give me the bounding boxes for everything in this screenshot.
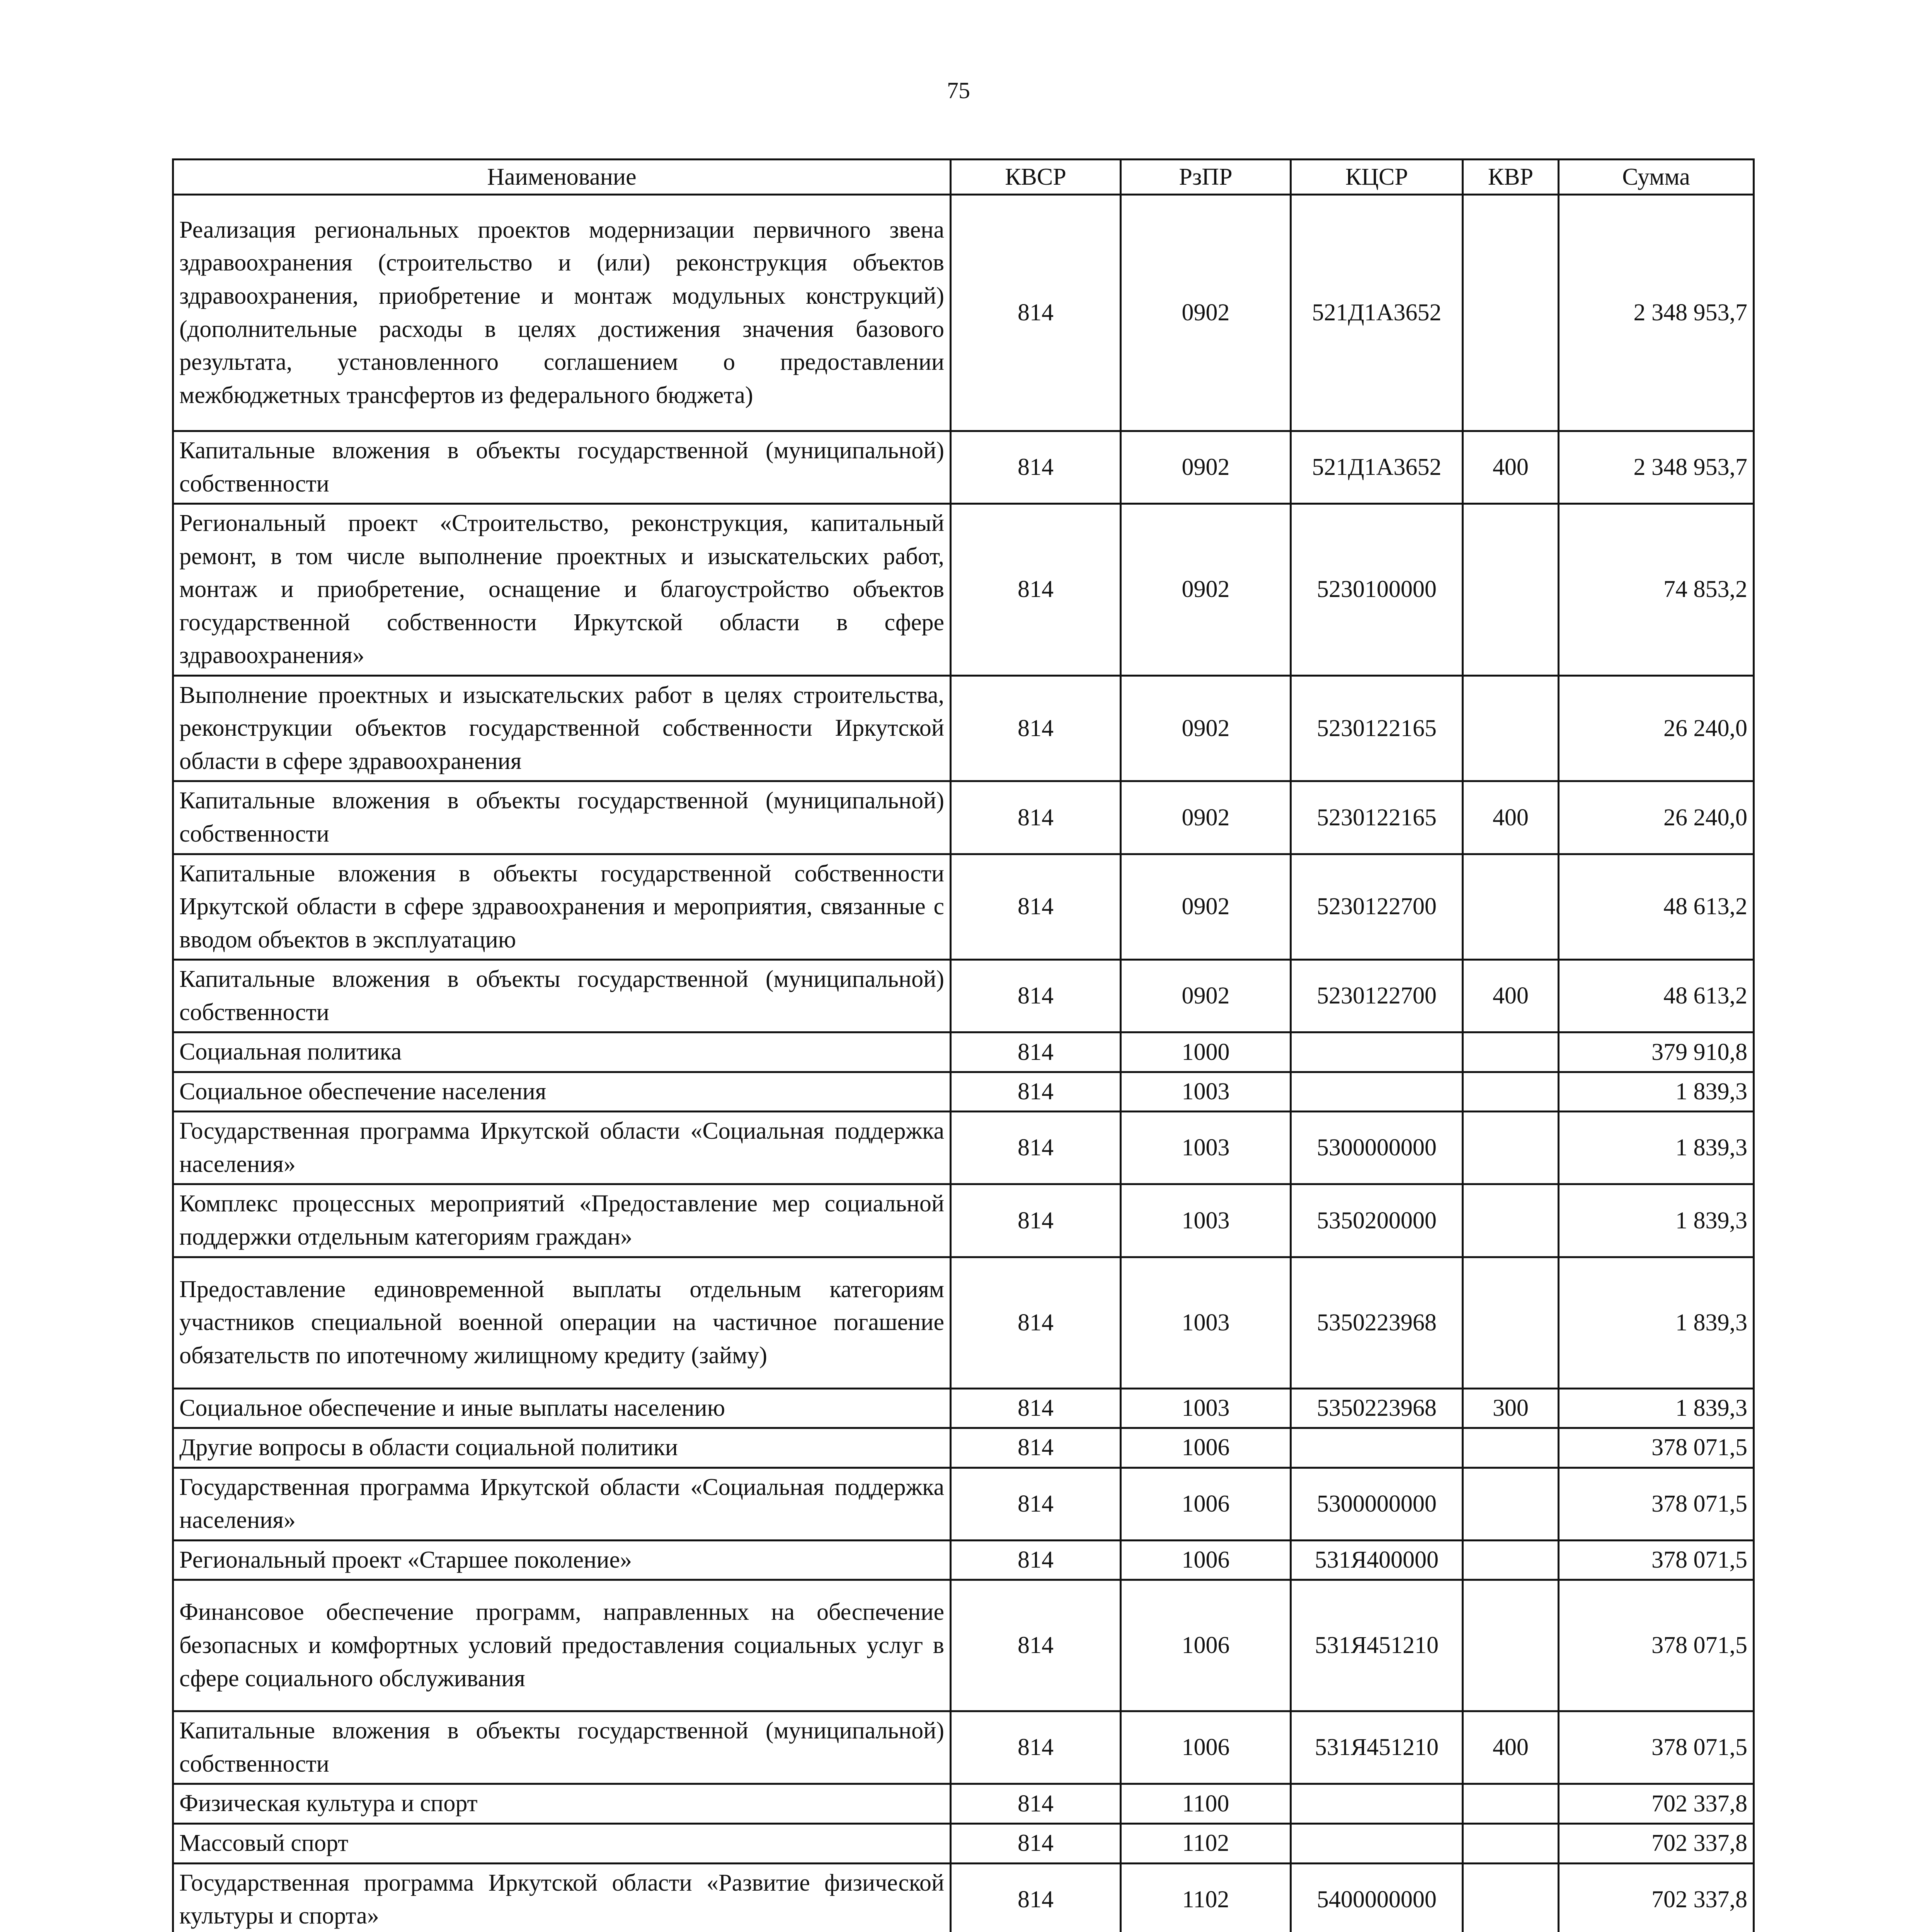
row-name: Капитальные вложения в объекты государственной (муниципальной) собственности — [173, 431, 951, 504]
row-kvr: 400 — [1463, 960, 1559, 1032]
row-kcsr: 5300000000 — [1291, 1112, 1463, 1184]
header-rzpr: РзПР — [1121, 160, 1291, 195]
row-name: Массовый спорт — [173, 1823, 951, 1863]
row-kcsr — [1291, 1823, 1463, 1863]
row-kvsr: 814 — [951, 1540, 1121, 1580]
row-rzpr: 1006 — [1121, 1540, 1291, 1580]
row-sum: 2 348 953,7 — [1559, 431, 1754, 504]
row-rzpr: 1003 — [1121, 1388, 1291, 1428]
row-kvr — [1463, 1540, 1559, 1580]
row-kcsr: 5230100000 — [1291, 504, 1463, 676]
row-kvr: 400 — [1463, 1711, 1559, 1784]
row-kvsr: 814 — [951, 1711, 1121, 1784]
row-kcsr: 5230122165 — [1291, 781, 1463, 854]
table-row — [173, 1863, 1754, 1932]
row-kvsr: 814 — [951, 854, 1121, 960]
header-kcsr: КЦСР — [1291, 160, 1463, 195]
row-rzpr: 1100 — [1121, 1784, 1291, 1824]
table-row — [173, 1711, 1754, 1784]
row-kcsr: 521Д1А3652 — [1291, 195, 1463, 431]
row-kvr: 400 — [1463, 781, 1559, 854]
row-sum: 26 240,0 — [1559, 675, 1754, 781]
row-sum: 48 613,2 — [1559, 854, 1754, 960]
row-name: Капитальные вложения в объекты государственной (муниципальной) собственности — [173, 1711, 951, 1784]
row-kcsr — [1291, 1072, 1463, 1112]
row-name: Государственная программа Иркутской области «Развитие физической культуры и спорта» — [173, 1863, 951, 1932]
row-kcsr: 521Д1А3652 — [1291, 431, 1463, 504]
row-rzpr: 0902 — [1121, 675, 1291, 781]
row-kvr — [1463, 195, 1559, 431]
row-kvsr: 814 — [951, 1428, 1121, 1468]
row-name: Социальная политика — [173, 1032, 951, 1072]
budget-table — [172, 158, 1755, 1932]
row-rzpr: 0902 — [1121, 195, 1291, 431]
row-kvsr: 814 — [951, 1257, 1121, 1388]
row-kvsr: 814 — [951, 1580, 1121, 1711]
table-row — [173, 1072, 1754, 1112]
row-sum: 74 853,2 — [1559, 504, 1754, 676]
row-sum: 1 839,3 — [1559, 1184, 1754, 1257]
table-row — [173, 1823, 1754, 1863]
row-rzpr: 1000 — [1121, 1032, 1291, 1072]
table-row — [173, 1032, 1754, 1072]
row-name: Реализация региональных проектов модернизации первичного звена здравоохранения (строительство и (или) реконструкция объектов здравоохранения, приобретение и монтаж модульных конструкций) (дополнительные расходы в целях достижения значения базового результата, установленного соглашением о предоставлении межбюджетных трансфертов из федерального бюджета) — [173, 195, 951, 431]
header-sum: Сумма — [1559, 160, 1754, 195]
row-rzpr: 1102 — [1121, 1823, 1291, 1863]
table-row — [173, 675, 1754, 781]
table-row — [173, 1428, 1754, 1468]
row-kvr — [1463, 1863, 1559, 1932]
row-rzpr: 1003 — [1121, 1184, 1291, 1257]
row-name: Государственная программа Иркутской области «Социальная поддержка населения» — [173, 1112, 951, 1184]
row-sum: 2 348 953,7 — [1559, 195, 1754, 431]
row-kvr — [1463, 854, 1559, 960]
row-rzpr: 1006 — [1121, 1580, 1291, 1711]
table-row — [173, 781, 1754, 854]
table-row — [173, 1580, 1754, 1711]
row-kvr — [1463, 1112, 1559, 1184]
row-sum: 379 910,8 — [1559, 1032, 1754, 1072]
row-kvsr: 814 — [951, 675, 1121, 781]
row-rzpr: 0902 — [1121, 504, 1291, 676]
row-kcsr: 5300000000 — [1291, 1468, 1463, 1540]
table-row — [173, 1112, 1754, 1184]
row-kvr — [1463, 1032, 1559, 1072]
row-kcsr: 5230122700 — [1291, 960, 1463, 1032]
table-row — [173, 504, 1754, 676]
row-kvsr: 814 — [951, 431, 1121, 504]
row-rzpr: 0902 — [1121, 854, 1291, 960]
row-kvr — [1463, 675, 1559, 781]
row-kvr — [1463, 1580, 1559, 1711]
row-kvr — [1463, 1428, 1559, 1468]
row-kcsr: 5350223968 — [1291, 1388, 1463, 1428]
table-row — [173, 1388, 1754, 1428]
row-sum: 378 071,5 — [1559, 1428, 1754, 1468]
row-rzpr: 1003 — [1121, 1257, 1291, 1388]
row-name: Социальное обеспечение населения — [173, 1072, 951, 1112]
row-kcsr: 5230122165 — [1291, 675, 1463, 781]
row-rzpr: 1102 — [1121, 1863, 1291, 1932]
row-kvsr: 814 — [951, 1184, 1121, 1257]
row-rzpr: 0902 — [1121, 431, 1291, 504]
row-name: Капитальные вложения в объекты государственной (муниципальной) собственности — [173, 960, 951, 1032]
table-row — [173, 195, 1754, 431]
row-kvsr: 814 — [951, 1823, 1121, 1863]
row-kcsr — [1291, 1784, 1463, 1824]
row-sum: 702 337,8 — [1559, 1823, 1754, 1863]
row-name: Региональный проект «Старшее поколение» — [173, 1540, 951, 1580]
table-row — [173, 1540, 1754, 1580]
table-header-row — [173, 160, 1754, 195]
row-sum: 48 613,2 — [1559, 960, 1754, 1032]
row-kvsr: 814 — [951, 781, 1121, 854]
table-row — [173, 1257, 1754, 1388]
row-sum: 378 071,5 — [1559, 1711, 1754, 1784]
header-kvr: КВР — [1463, 160, 1559, 195]
row-rzpr: 0902 — [1121, 960, 1291, 1032]
row-kvsr: 814 — [951, 1072, 1121, 1112]
row-name: Финансовое обеспечение программ, направленных на обеспечение безопасных и комфортных условий предоставления социальных услуг в сфере социального обслуживания — [173, 1580, 951, 1711]
table-row — [173, 1784, 1754, 1824]
row-kvr — [1463, 1784, 1559, 1824]
row-name: Предоставление единовременной выплаты отдельным категориям участников специальной военной операции на частичное погашение обязательств по ипотечному жилищному кредиту (займу) — [173, 1257, 951, 1388]
row-kvsr: 814 — [951, 504, 1121, 676]
row-kvr — [1463, 1823, 1559, 1863]
table-row — [173, 960, 1754, 1032]
row-kcsr: 5230122700 — [1291, 854, 1463, 960]
row-name: Социальное обеспечение и иные выплаты населению — [173, 1388, 951, 1428]
row-name: Выполнение проектных и изыскательских работ в целях строительства, реконструкции объектов государственной собственности Иркутской области в сфере здравоохранения — [173, 675, 951, 781]
row-kvr — [1463, 1184, 1559, 1257]
row-sum: 1 839,3 — [1559, 1257, 1754, 1388]
row-kvr — [1463, 504, 1559, 676]
row-kvsr: 814 — [951, 1468, 1121, 1540]
row-name: Региональный проект «Строительство, реконструкция, капитальный ремонт, в том числе выполнение проектных и изыскательских работ, монтаж и приобретение, оснащение и благоустройство объектов государственной собственности Иркутской области в сфере здравоохранения» — [173, 504, 951, 676]
row-kcsr: 531Я451210 — [1291, 1711, 1463, 1784]
row-kvsr: 814 — [951, 1784, 1121, 1824]
row-kvsr: 814 — [951, 1388, 1121, 1428]
row-kcsr: 5350223968 — [1291, 1257, 1463, 1388]
row-rzpr: 1006 — [1121, 1428, 1291, 1468]
table-row — [173, 1468, 1754, 1540]
row-sum: 1 839,3 — [1559, 1112, 1754, 1184]
table-row — [173, 854, 1754, 960]
row-kvr — [1463, 1257, 1559, 1388]
row-rzpr: 1006 — [1121, 1711, 1291, 1784]
header-kvsr: КВСР — [951, 160, 1121, 195]
row-sum: 1 839,3 — [1559, 1388, 1754, 1428]
row-rzpr: 0902 — [1121, 781, 1291, 854]
row-sum: 378 071,5 — [1559, 1540, 1754, 1580]
row-name: Физическая культура и спорт — [173, 1784, 951, 1824]
row-name: Государственная программа Иркутской области «Социальная поддержка населения» — [173, 1468, 951, 1540]
row-kvsr: 814 — [951, 1032, 1121, 1072]
row-kcsr: 531Я451210 — [1291, 1580, 1463, 1711]
row-name: Другие вопросы в области социальной политики — [173, 1428, 951, 1468]
row-name: Комплекс процессных мероприятий «Предоставление мер социальной поддержки отдельным категориям граждан» — [173, 1184, 951, 1257]
row-kvsr: 814 — [951, 960, 1121, 1032]
row-rzpr: 1003 — [1121, 1112, 1291, 1184]
row-sum: 378 071,5 — [1559, 1468, 1754, 1540]
row-kvr: 300 — [1463, 1388, 1559, 1428]
page-number: 75 — [947, 78, 970, 103]
row-sum: 702 337,8 — [1559, 1784, 1754, 1824]
table-row — [173, 431, 1754, 504]
row-rzpr: 1006 — [1121, 1468, 1291, 1540]
row-kcsr — [1291, 1428, 1463, 1468]
row-kvsr: 814 — [951, 1863, 1121, 1932]
row-rzpr: 1003 — [1121, 1072, 1291, 1112]
row-kvr — [1463, 1468, 1559, 1540]
row-sum: 378 071,5 — [1559, 1580, 1754, 1711]
table-row — [173, 1184, 1754, 1257]
row-kcsr: 5400000000 — [1291, 1863, 1463, 1932]
row-kcsr — [1291, 1032, 1463, 1072]
row-kvr — [1463, 1072, 1559, 1112]
row-sum: 26 240,0 — [1559, 781, 1754, 854]
row-name: Капитальные вложения в объекты государственной (муниципальной) собственности — [173, 781, 951, 854]
row-kcsr: 531Я400000 — [1291, 1540, 1463, 1580]
row-sum: 702 337,8 — [1559, 1863, 1754, 1932]
row-name: Капитальные вложения в объекты государственной собственности Иркутской области в сфере здравоохранения и мероприятия, связанные с вводом объектов в эксплуатацию — [173, 854, 951, 960]
header-name: Наименование — [173, 160, 951, 195]
row-kvsr: 814 — [951, 1112, 1121, 1184]
row-sum: 1 839,3 — [1559, 1072, 1754, 1112]
row-kcsr: 5350200000 — [1291, 1184, 1463, 1257]
row-kvsr: 814 — [951, 195, 1121, 431]
row-kvr: 400 — [1463, 431, 1559, 504]
